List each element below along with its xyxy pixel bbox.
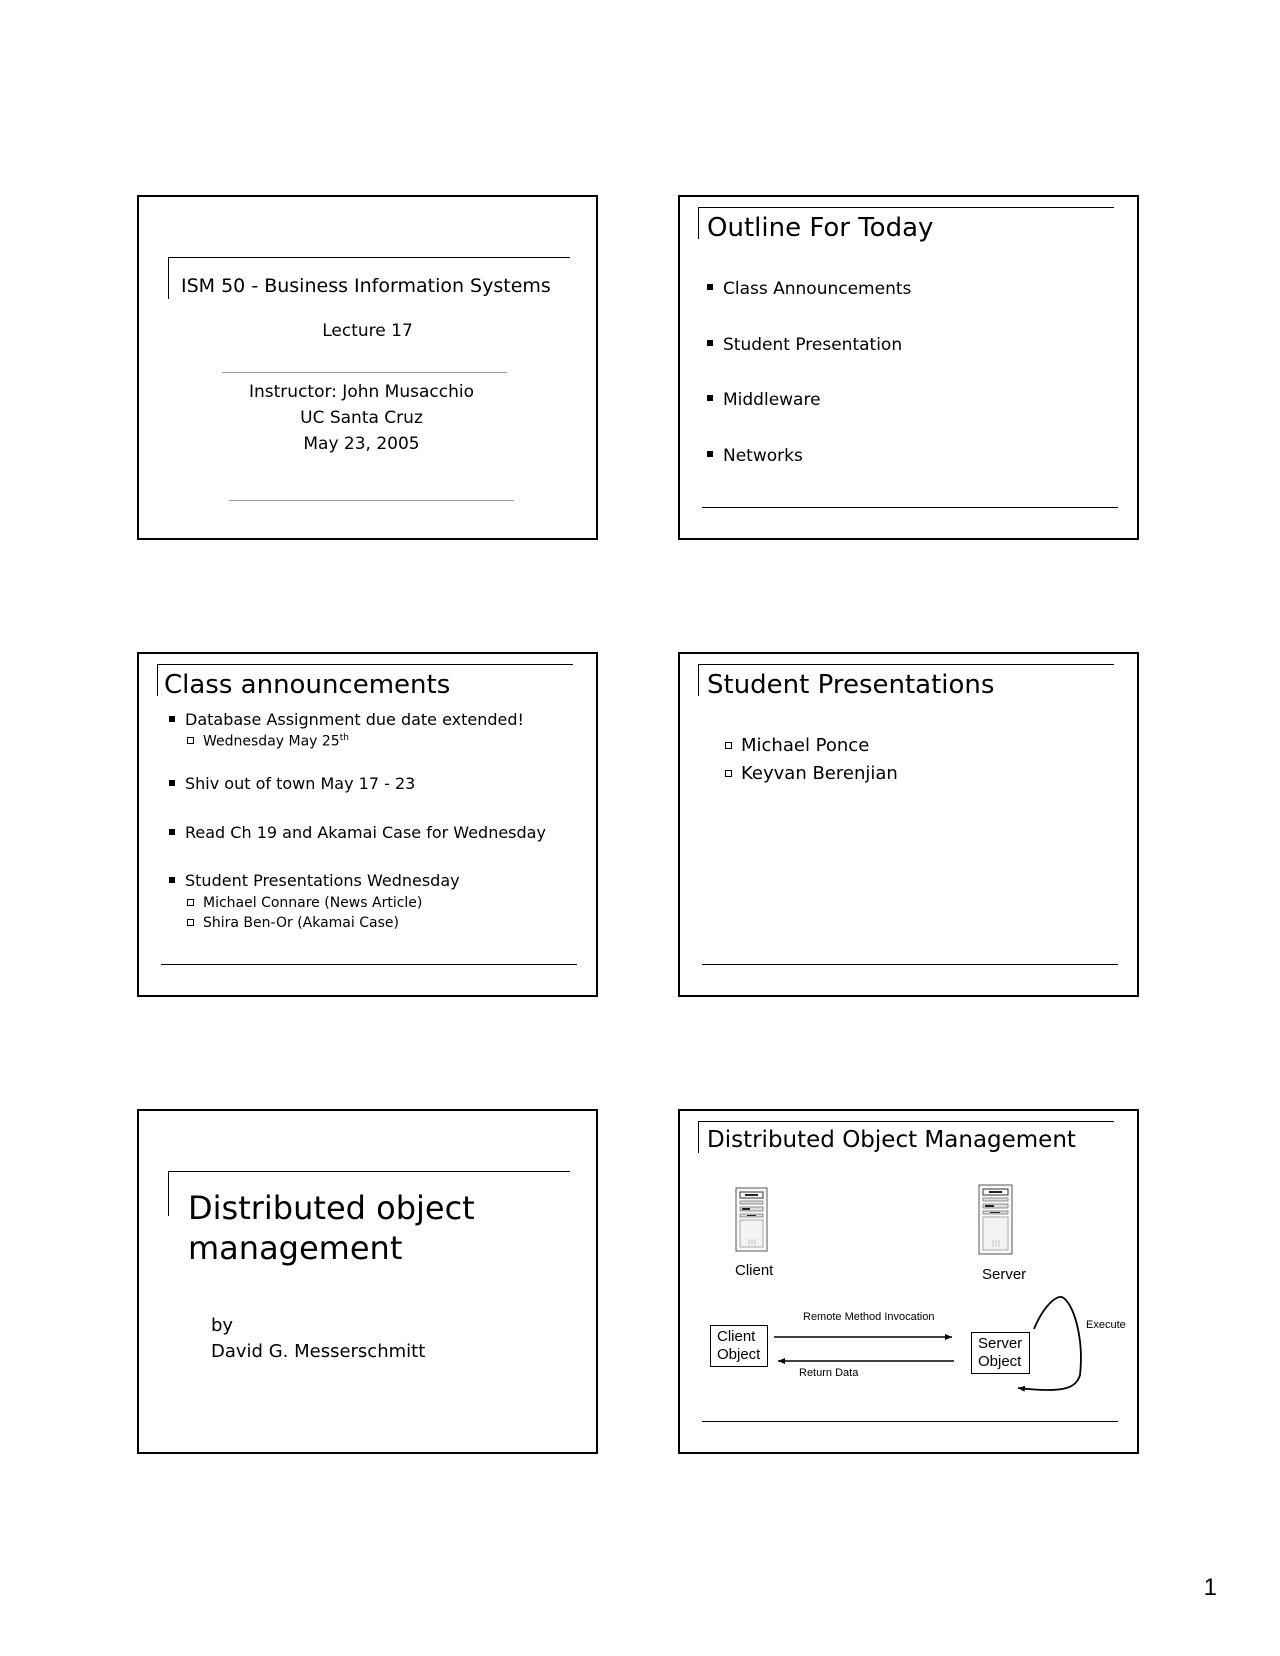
- client-label: Client: [735, 1262, 774, 1279]
- outline-item: Middleware: [707, 390, 821, 410]
- bullet-icon: [169, 716, 175, 722]
- course-title: ISM 50 - Business Information Systems: [181, 275, 551, 297]
- bullet-icon: [725, 770, 732, 777]
- bottom-rule: [161, 964, 577, 965]
- divider-top: [222, 372, 507, 373]
- slide-title: Outline For Today: [707, 213, 934, 243]
- return-data-label: Return Data: [799, 1367, 859, 1379]
- title-frame-left: [168, 1171, 169, 1216]
- announcement-subitem: Michael Connare (News Article): [187, 895, 422, 911]
- title-frame-top: [157, 664, 573, 665]
- execute-label: Execute: [1086, 1319, 1126, 1331]
- lecture-date: May 23, 2005: [303, 434, 420, 454]
- bottom-rule: [702, 1421, 1118, 1422]
- slide-4-student-presentations: [678, 652, 1139, 997]
- slide-5-section-title: [137, 1109, 598, 1454]
- slide-title: Class announcements: [164, 670, 451, 700]
- bullet-icon: [169, 780, 175, 786]
- announcement-item: Shiv out of town May 17 - 23: [169, 774, 415, 793]
- diagram-arrows: [680, 1111, 1137, 1452]
- presenter-item: Keyvan Berenjian: [725, 763, 898, 784]
- slide-2-outline: [678, 195, 1139, 540]
- announcement-item: Read Ch 19 and Akamai Case for Wednesday: [169, 823, 546, 842]
- divider-bottom: [229, 500, 514, 501]
- outline-item: Class Announcements: [707, 279, 911, 299]
- title-frame-top: [168, 257, 570, 258]
- server-object-line1: Server: [978, 1335, 1023, 1352]
- section-title-line1: Distributed object: [188, 1189, 475, 1227]
- section-title-line2: management: [188, 1229, 403, 1267]
- slide-title: Student Presentations: [707, 670, 995, 700]
- announcement-item: Student Presentations Wednesday: [169, 871, 460, 890]
- slide-6-diagram: [678, 1109, 1139, 1454]
- slide-3-announcements: [137, 652, 598, 997]
- lecture-number: Lecture 17: [322, 321, 413, 341]
- bullet-icon: [169, 877, 175, 883]
- client-object-line2: Object: [717, 1346, 761, 1363]
- bottom-rule: [702, 507, 1118, 508]
- bullet-icon: [707, 395, 713, 401]
- title-frame-left: [698, 664, 699, 696]
- school-name: UC Santa Cruz: [300, 408, 423, 428]
- presenter-item: Michael Ponce: [725, 735, 869, 756]
- client-object-line1: Client: [717, 1328, 756, 1345]
- title-frame-left: [157, 664, 158, 696]
- slide-1-title: [137, 195, 598, 540]
- rmi-label: Remote Method Invocation: [803, 1311, 935, 1323]
- title-frame-top: [698, 664, 1114, 665]
- bullet-icon: [707, 284, 713, 290]
- bullet-icon: [187, 919, 194, 926]
- bullet-icon: [187, 899, 194, 906]
- author-name: David G. Messerschmitt: [211, 1341, 426, 1362]
- bullet-icon: [707, 340, 713, 346]
- title-frame-top: [698, 207, 1114, 208]
- execute-loop-arrow: [1018, 1297, 1081, 1390]
- server-label: Server: [982, 1266, 1027, 1283]
- outline-item: Networks: [707, 446, 803, 466]
- announcement-item: Database Assignment due date extended!: [169, 710, 524, 729]
- announcement-subitem: Shira Ben-Or (Akamai Case): [187, 915, 399, 931]
- bottom-rule: [702, 964, 1118, 965]
- title-frame-top: [168, 1171, 570, 1172]
- announcement-subitem: Wednesday May 25th: [187, 733, 349, 750]
- server-object-line2: Object: [978, 1353, 1022, 1370]
- instructor-name: Instructor: John Musacchio: [249, 382, 474, 402]
- title-frame-left: [168, 257, 169, 299]
- bullet-icon: [725, 742, 732, 749]
- bullet-icon: [187, 737, 194, 744]
- bullet-icon: [169, 829, 175, 835]
- slide-title: Distributed Object Management: [707, 1127, 1076, 1153]
- by-label: by: [211, 1315, 234, 1336]
- page-number: 1: [1203, 1574, 1217, 1601]
- outline-item: Student Presentation: [707, 335, 902, 355]
- title-frame-left: [698, 207, 699, 239]
- bullet-icon: [707, 451, 713, 457]
